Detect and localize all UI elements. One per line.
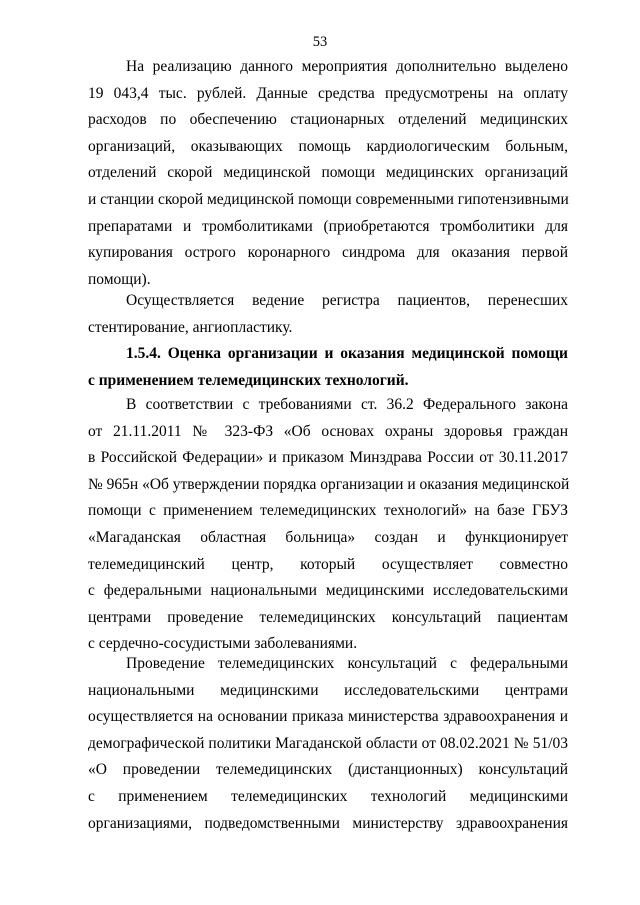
text-line: с сердечно-сосудистыми заболеваниями. xyxy=(88,635,358,653)
text-line: организациями, подведомственными министерству здравоохранения xyxy=(88,814,568,832)
paragraph-telemedicine-center xyxy=(88,392,568,658)
text-line: отделений скорой медицинской помощи медицинских организаций xyxy=(88,164,568,182)
heading-line: 1.5.4. Оценка организации и оказания медицинской помощи xyxy=(126,345,568,362)
section-heading xyxy=(88,341,568,394)
text-line: и станции скорой медицинской помощи современными гипотензивными xyxy=(88,190,569,208)
text-line: с применением телемедицинских технологий медицинскими xyxy=(88,787,568,805)
text-line: осуществляется на основании приказа министерства здравоохранения и xyxy=(88,708,568,726)
text-line: № 965н «Об утверждении порядка организации и оказания медицинской xyxy=(88,475,570,493)
page-number: 53 xyxy=(312,34,328,50)
text-line: с федеральными национальными медицинскими исследовательскими xyxy=(88,582,568,600)
paragraph-registry xyxy=(88,288,568,341)
paragraph-funding xyxy=(88,54,568,293)
text-line: демографической политики Магаданской области от 08.02.2021 № 51/03 xyxy=(88,734,568,752)
text-line: препаратами и тромболитиками (приобретаются тромболитики для xyxy=(88,217,568,235)
text-line: В соответствии с требованиями ст. 36.2 Федерального закона xyxy=(126,396,568,413)
text-line: «О проведении телемедицинских (дистанционных) консультаций xyxy=(88,761,568,779)
text-line: помощи). xyxy=(88,270,151,288)
text-line: 19 043,4 тыс. рублей. Данные средства предусмотрены на оплату xyxy=(88,84,568,102)
text-line: телемедицинский центр, который осуществляет совместно xyxy=(88,555,568,573)
text-line: На реализацию данного мероприятия дополнительно выделено xyxy=(126,58,568,75)
text-line: в Российской Федерации» и приказом Минздрава России от 30.11.2017 xyxy=(88,449,568,467)
paragraph-consultations xyxy=(88,651,568,837)
text-line: расходов по обеспечению стационарных отделений медицинских xyxy=(88,111,568,129)
heading-line: с применением телемедицинских технологий. xyxy=(88,371,409,389)
text-line: организаций, оказывающих помощь кардиологическим больным, xyxy=(88,137,568,155)
text-line: стентирование, ангиопластику. xyxy=(88,318,293,336)
text-line: помощи с применением телемедицинских технологий» на базе ГБУЗ xyxy=(88,502,568,520)
text-line: центрами проведение телемедицинских консультаций пациентам xyxy=(88,608,568,626)
text-line: Проведение телемедицинских консультаций с федеральными xyxy=(126,655,568,672)
text-line: «Магаданская областная больница» создан и функционирует xyxy=(88,528,568,546)
text-line: купирования острого коронарного синдрома для оказания первой xyxy=(88,244,568,262)
text-line: от 21.11.2011 № 323-ФЗ «Об основах охраны здоровья граждан xyxy=(88,422,568,440)
text-line: Осуществляется ведение регистра пациентов, перенесших xyxy=(126,292,568,309)
text-line: национальными медицинскими исследовательскими центрами xyxy=(88,681,568,699)
